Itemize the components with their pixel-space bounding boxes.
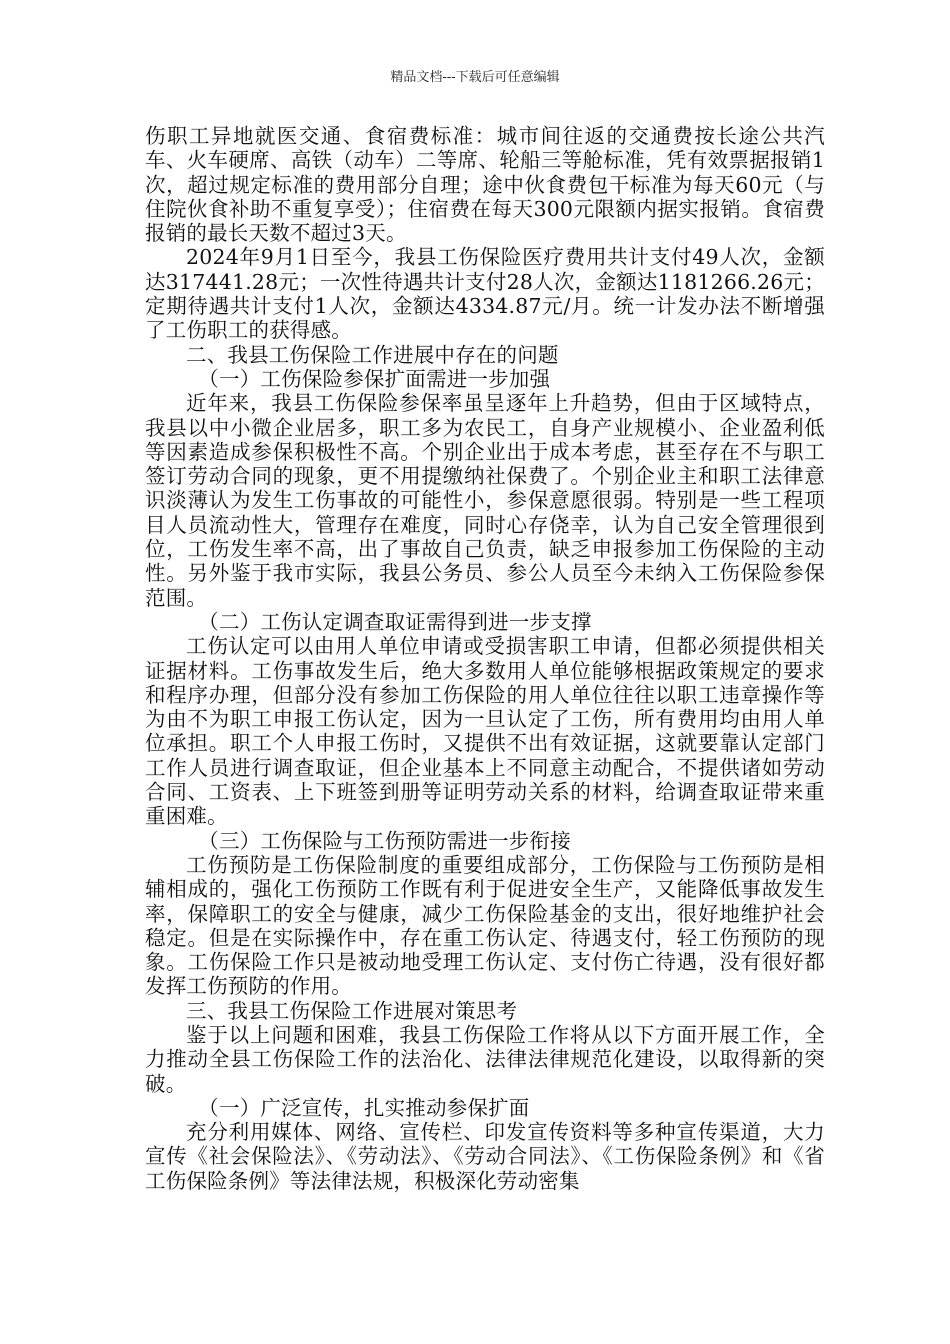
paragraph: 工伤认定可以由用人单位申请或受损害职工申请，但都必须提供相关证据材料。工伤事故发生后，绝大多数用人单位能够根据政策规定的要求和程序办理，但部分没有参加工伤保险的用人单位往往以职工违章操作等为由不为职工申报工伤认定，因为一旦认定了工伤，所有费用均由用人单位承担。职工个人申报工伤时，又提供不出有效证据，这就要靠认定部门工作人员进行调查取证，但企业基本上不同意主动配合，不提供诸如劳动合同、工资表、上下班签到册等证明劳动关系的材料，给调查取证带来重重困难。 bbox=[145, 634, 825, 829]
paragraph: 2024年9月1日至今，我县工伤保险医疗费用共计支付49人次，金额达317441.28元；一次性待遇共计支付28人次，金额达1181266.26元；定期待遇共计支付1人次，金额达4334.87元/月。统一计发办法不断增强了工伤职工的获得感。 bbox=[145, 245, 825, 343]
section-heading: 三、我县工伤保险工作进展对策思考 bbox=[186, 998, 518, 1023]
paragraph: 伤职工异地就医交通、食宿费标准：城市间往返的交通费按长途公共汽车、火车硬席、高铁（动车）二等席、轮船三等舱标准，凭有效票据报销1次，超过规定标准的费用部分自理；途中伙食费包干标准为每天60元（与住院伙食补助不重复享受）；住宿费在每天300元限额内据实报销。食宿费报销的最长天数不超过3天。 bbox=[145, 124, 825, 246]
page-header: 精品文档---下载后可任意编辑 bbox=[390, 70, 560, 85]
paragraph: 充分利用媒体、网络、宣传栏、印发宣传资料等多种宣传渠道，大力宣传《社会保险法》、《劳动法》、《劳动合同法》、《工伤保险条例》和《省工伤保险条例》等法律法规，积极深化劳动密集 bbox=[145, 1120, 825, 1193]
paragraph: 鉴于以上问题和困难，我县工伤保险工作将从以下方面开展工作，全力推动全县工伤保险工作的法治化、法律法律规范化建设，以取得新的突破。 bbox=[145, 1022, 825, 1096]
section-heading: 二、我县工伤保险工作进展中存在的问题 bbox=[186, 342, 559, 367]
paragraph: 工伤预防是工伤保险制度的重要组成部分，工伤保险与工伤预防是相辅相成的，强化工伤预防工作既有利于促进安全生产，又能降低事故发生率，保障职工的安全与健康，减少工伤保险基金的支出，很好地维护社会稳定。但是在实际操作中，存在重工伤认定、待遇支付，轻工伤预防的现象。工伤保险工作只是被动地受理工伤认定、支付伤亡待遇，没有很好都发挥工伤预防的作用。 bbox=[145, 852, 825, 999]
subsection-heading: （二）工伤认定调查取证需得到进一步支撑 bbox=[198, 609, 592, 634]
subsection-heading: （一）工伤保险参保扩面需进一步加强 bbox=[198, 366, 551, 391]
subsection-heading: （三）工伤保险与工伤预防需进一步衔接 bbox=[198, 828, 571, 853]
subsection-heading: （一）广泛宣传，扎实推动参保扩面 bbox=[198, 1095, 530, 1120]
paragraph: 近年来，我县工伤保险参保率虽呈逐年上升趋势，但由于区域特点，我县以中小微企业居多，职工多为农民工，自身产业规模小、企业盈利低等因素造成参保积极性不高。个别企业出于成本考虑，甚至存在不与职工签订劳动合同的现象，更不用提缴纳社保费了。个别企业主和职工法律意识淡薄认为发生工伤事故的可能性小，参保意愿很弱。特别是一些工程项目人员流动性大，管理存在难度，同时心存侥幸，认为自己安全管理很到位，工伤发生率不高，出了事故自己负责，缺乏申报参加工伤保险的主动性。另外鉴于我市实际，我县公务员、参公人员至今未纳入工伤保险参保范围。 bbox=[145, 391, 825, 610]
document-body bbox=[145, 124, 825, 1193]
